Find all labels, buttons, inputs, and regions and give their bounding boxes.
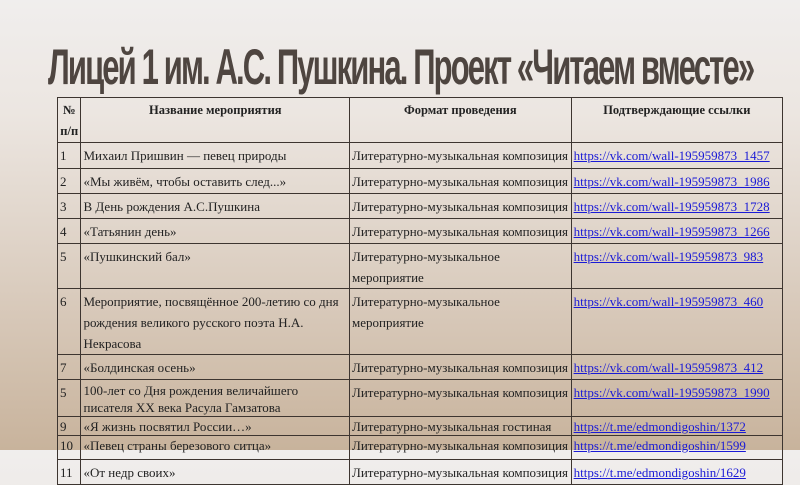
row-name: «Пушкинский бал» xyxy=(81,244,350,289)
row-number: 7 xyxy=(58,355,81,380)
row-link[interactable]: https://vk.com/wall-195959873_1986 xyxy=(573,174,770,189)
table-row xyxy=(58,244,783,289)
row-link[interactable]: https://t.me/edmondigoshin/1629 xyxy=(573,465,746,480)
table-row xyxy=(58,169,783,194)
header-format: Формат проведения xyxy=(350,98,572,143)
row-link[interactable]: https://vk.com/wall-195959873_1728 xyxy=(573,199,770,214)
row-number: 6 xyxy=(58,289,81,355)
row-format: Литературно-музыкальная композиция xyxy=(350,380,572,417)
table-row xyxy=(58,380,783,417)
row-name: 100-лет со Дня рождения величайшего писателя XX века Расула Гамзатова xyxy=(81,380,350,417)
row-name: Мероприятие, посвящённое 200-летию со дня рождения великого русского поэта Н.А. Некрасова xyxy=(81,289,350,355)
table-row xyxy=(58,355,783,380)
row-format: Литературно-музыкальная композиция xyxy=(350,355,572,380)
row-name: «Я жизнь посвятил России…» xyxy=(81,417,350,436)
table-row xyxy=(58,289,783,355)
row-format: Литературно-музыкальное мероприятие xyxy=(350,289,572,355)
row-link[interactable]: https://t.me/edmondigoshin/1372 xyxy=(573,419,746,434)
row-name: В День рождения А.С.Пушкина xyxy=(81,194,350,219)
slide-title: Лицей 1 им. А.С. Пушкина. Проект «Читаем вместе» xyxy=(48,39,754,95)
row-format: Литературно-музыкальное мероприятие xyxy=(350,244,572,289)
row-name: «Татьянин день» xyxy=(81,219,350,244)
row-link[interactable]: https://vk.com/wall-195959873_1990 xyxy=(573,385,770,400)
row-number: 3 xyxy=(58,194,81,219)
table-row xyxy=(58,417,783,436)
events-table xyxy=(57,97,783,485)
header-name: Название мероприятия xyxy=(81,98,350,143)
row-format: Литературно-музыкальная композиция xyxy=(350,460,572,485)
row-name: «Болдинская осень» xyxy=(81,355,350,380)
row-name: «Певец страны березового ситца» xyxy=(81,436,350,460)
row-number: 1 xyxy=(58,143,81,169)
row-number: 5 xyxy=(58,244,81,289)
header-links: Подтверждающие ссылки xyxy=(571,98,782,143)
row-name: «От недр своих» xyxy=(81,460,350,485)
row-number: 4 xyxy=(58,219,81,244)
row-link[interactable]: https://t.me/edmondigoshin/1599 xyxy=(573,438,746,453)
table-header-row xyxy=(58,98,783,143)
row-link[interactable]: https://vk.com/wall-195959873_1266 xyxy=(573,224,770,239)
table-row xyxy=(58,143,783,169)
row-number: 10 xyxy=(58,436,81,460)
row-name: «Мы живём, чтобы оставить след...» xyxy=(81,169,350,194)
row-number: 11 xyxy=(58,460,81,485)
row-format: Литературно-музыкальная композиция xyxy=(350,143,572,169)
row-format: Литературно-музыкальная гостиная xyxy=(350,417,572,436)
row-format: Литературно-музыкальная композиция xyxy=(350,169,572,194)
table-row xyxy=(58,460,783,485)
table-row xyxy=(58,194,783,219)
header-number: № п/п xyxy=(58,98,81,143)
row-format: Литературно-музыкальная композиция xyxy=(350,219,572,244)
row-number: 2 xyxy=(58,169,81,194)
row-link[interactable]: https://vk.com/wall-195959873_460 xyxy=(573,294,764,309)
row-format: Литературно-музыкальная композиция xyxy=(350,436,572,460)
row-number: 9 xyxy=(58,417,81,436)
row-link[interactable]: https://vk.com/wall-195959873_412 xyxy=(573,360,764,375)
table-row xyxy=(58,219,783,244)
table-row xyxy=(58,436,783,460)
row-name: Михаил Пришвин — певец природы xyxy=(81,143,350,169)
row-link[interactable]: https://vk.com/wall-195959873_983 xyxy=(573,249,764,264)
row-number: 5 xyxy=(58,380,81,417)
row-format: Литературно-музыкальная композиция xyxy=(350,194,572,219)
row-link[interactable]: https://vk.com/wall-195959873_1457 xyxy=(573,148,770,163)
